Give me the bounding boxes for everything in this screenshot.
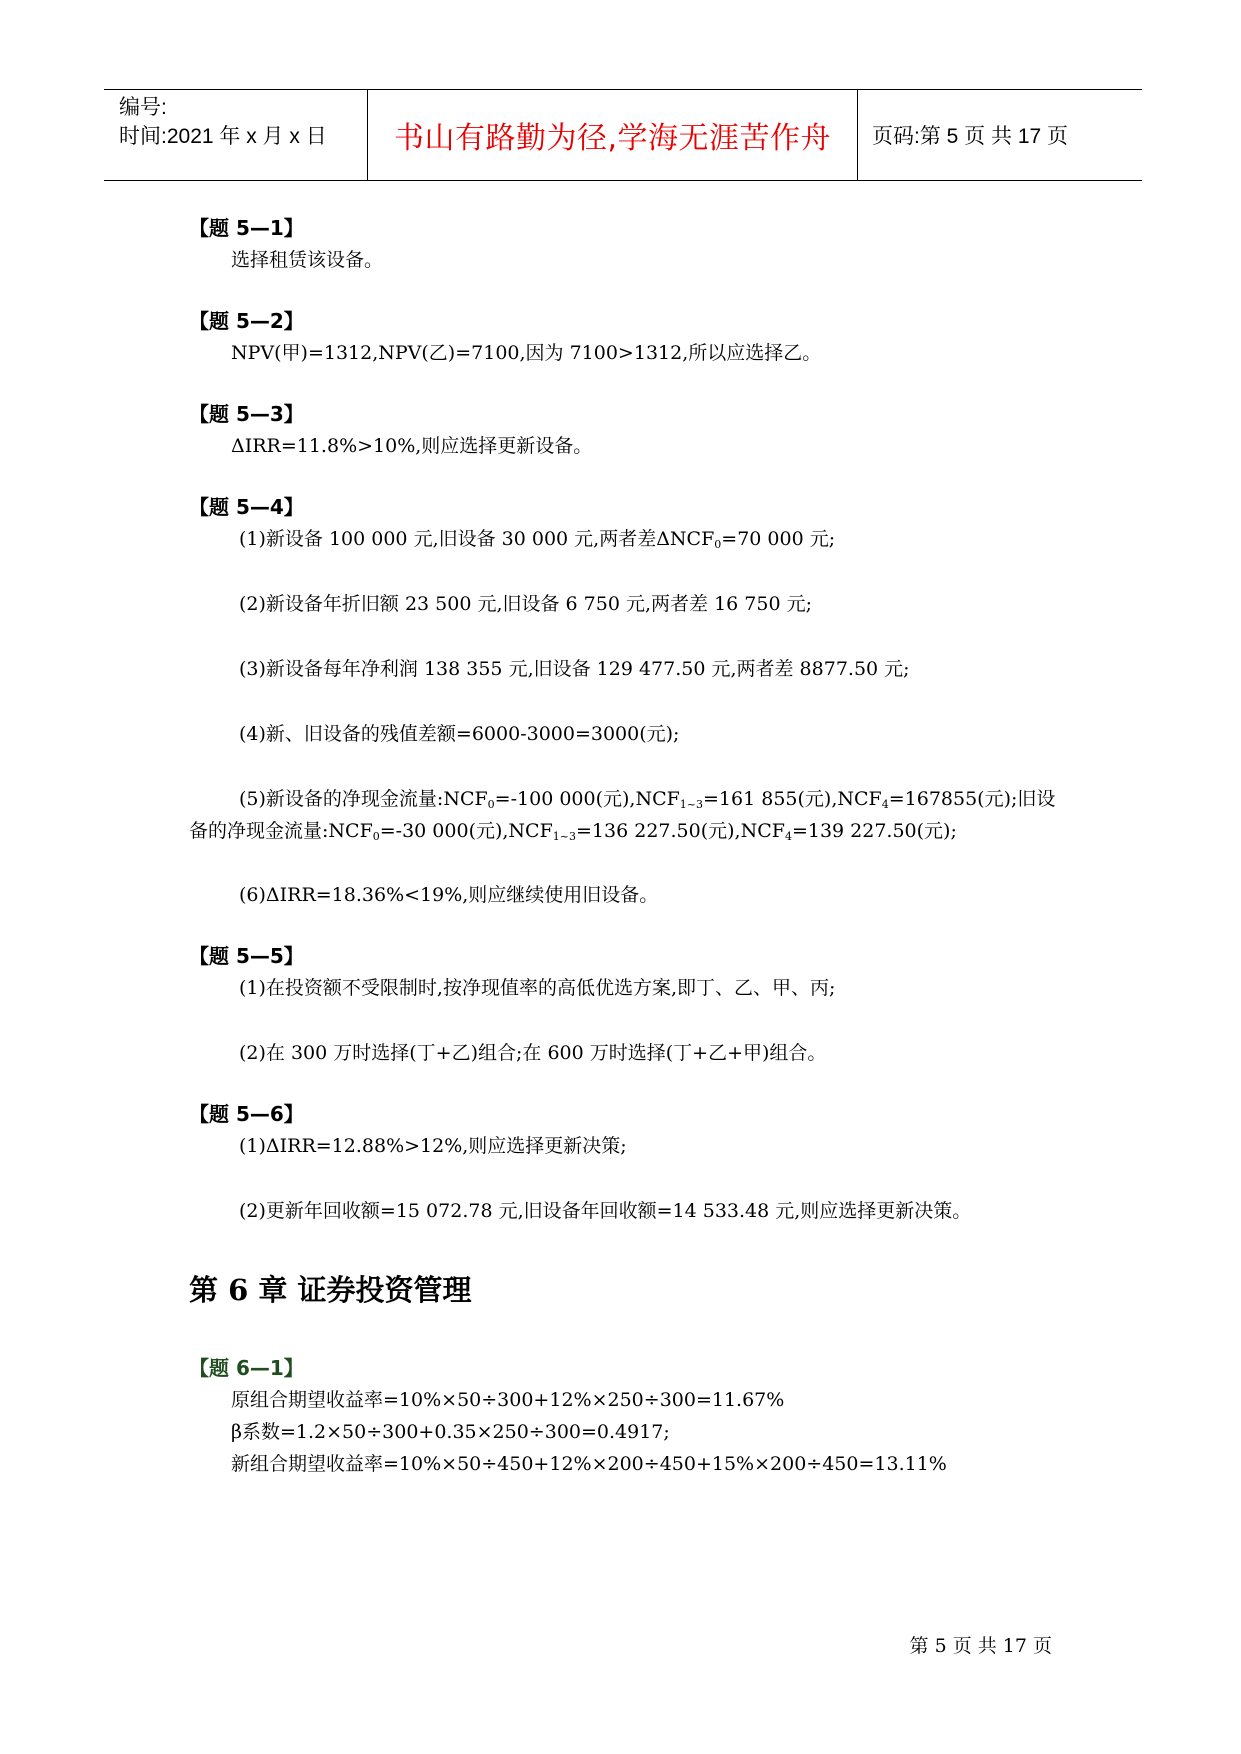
header-meta-cell <box>104 90 368 180</box>
answer-line-1: (1)ΔIRR=12.88%>12%,则应选择更新决策; <box>239 1135 627 1157</box>
page-footer: 第 5 页 共 17 页 <box>909 1635 1052 1657</box>
answer-line-5 <box>189 783 1059 847</box>
question-5-5 <box>189 940 1059 1070</box>
question-5-4 <box>189 491 1059 912</box>
answer-line-2: β系数=1.2×50÷300+0.35×250÷300=0.4917; <box>231 1421 670 1443</box>
question-title: 【题 5—5】 <box>189 944 304 968</box>
question-5-1 <box>189 212 1059 277</box>
text-segment: (5)新设备的净现金流量:NCF <box>239 788 488 810</box>
header-motto: 书山有路勤为径,学海无涯苦作舟 <box>368 90 858 180</box>
answer-line-2: (2)新设备年折旧额 23 500 元,旧设备 6 750 元,两者差 16 750 元; <box>239 593 812 615</box>
text-segment: (1)新设备 100 000 元,旧设备 30 000 元,两者差ΔNCF <box>239 528 715 550</box>
page-header <box>104 89 1142 181</box>
answer-line-3: 新组合期望收益率=10%×50÷450+12%×200÷450+15%×200÷450=13.11% <box>231 1453 947 1475</box>
question-5-2 <box>189 305 1059 370</box>
answer-line: ΔIRR=11.8%>10%,则应选择更新设备。 <box>231 435 593 457</box>
subscript: 1~3 <box>679 798 704 811</box>
text-segment: =136 227.50(元),NCF <box>576 820 785 842</box>
subscript: 4 <box>881 798 889 811</box>
answer-line-1: (1)在投资额不受限制时,按净现值率的高低优选方案,即丁、乙、甲、丙; <box>239 977 836 999</box>
text-segment: =70 000 元; <box>721 528 836 550</box>
question-title: 【题 6—1】 <box>189 1356 304 1380</box>
answer-line: 选择租赁该设备。 <box>231 249 384 271</box>
question-title: 【题 5—2】 <box>189 309 304 333</box>
question-title: 【题 5—1】 <box>189 216 304 240</box>
answer-line-4: (4)新、旧设备的残值差额=6000-3000=3000(元); <box>239 723 680 745</box>
question-title: 【题 5—3】 <box>189 402 304 426</box>
answer-line-1: 原组合期望收益率=10%×50÷300+12%×250÷300=11.67% <box>231 1389 785 1411</box>
subscript: 0 <box>372 830 380 843</box>
answer-line-2: (2)在 300 万时选择(丁+乙)组合;在 600 万时选择(丁+乙+甲)组合。 <box>239 1042 827 1064</box>
answer-line-2: (2)更新年回收额=15 072.78 元,旧设备年回收额=14 533.48 元,则应选择更新决策。 <box>239 1200 972 1222</box>
header-page-info: 页码:第 5 页 共 17 页 <box>872 125 1069 148</box>
document-body <box>189 212 1059 1508</box>
question-5-6 <box>189 1098 1059 1228</box>
subscript: 4 <box>784 830 792 843</box>
chapter-heading: 第 6 章 证券投资管理 <box>189 1273 472 1307</box>
time-label: 时间:2021 年 x 月 x 日 <box>119 125 327 148</box>
question-6-1 <box>189 1352 1059 1480</box>
answer-line-1 <box>189 523 1059 556</box>
answer-line-3: (3)新设备每年净利润 138 355 元,旧设备 129 477.50 元,两者差 8877.50 元; <box>239 658 910 680</box>
question-title: 【题 5—4】 <box>189 495 304 519</box>
text-segment: =-30 000(元),NCF <box>379 820 553 842</box>
text-segment: =167855(元);旧设备的净现金流量:NCF <box>189 788 1056 842</box>
answer-line-6: (6)ΔIRR=18.36%<19%,则应继续使用旧设备。 <box>239 884 659 906</box>
question-title: 【题 5—6】 <box>189 1102 304 1126</box>
text-segment: =161 855(元),NCF <box>703 788 882 810</box>
subscript: 0 <box>714 538 722 551</box>
subscript: 1~3 <box>552 830 577 843</box>
question-5-3 <box>189 398 1059 463</box>
serial-number-label: 编号: <box>119 96 167 119</box>
answer-line: NPV(甲)=1312,NPV(乙)=7100,因为 7100>1312,所以应选择乙。 <box>231 342 822 364</box>
subscript: 0 <box>487 798 495 811</box>
text-segment: =-100 000(元),NCF <box>494 788 680 810</box>
text-segment: =139 227.50(元); <box>791 820 957 842</box>
